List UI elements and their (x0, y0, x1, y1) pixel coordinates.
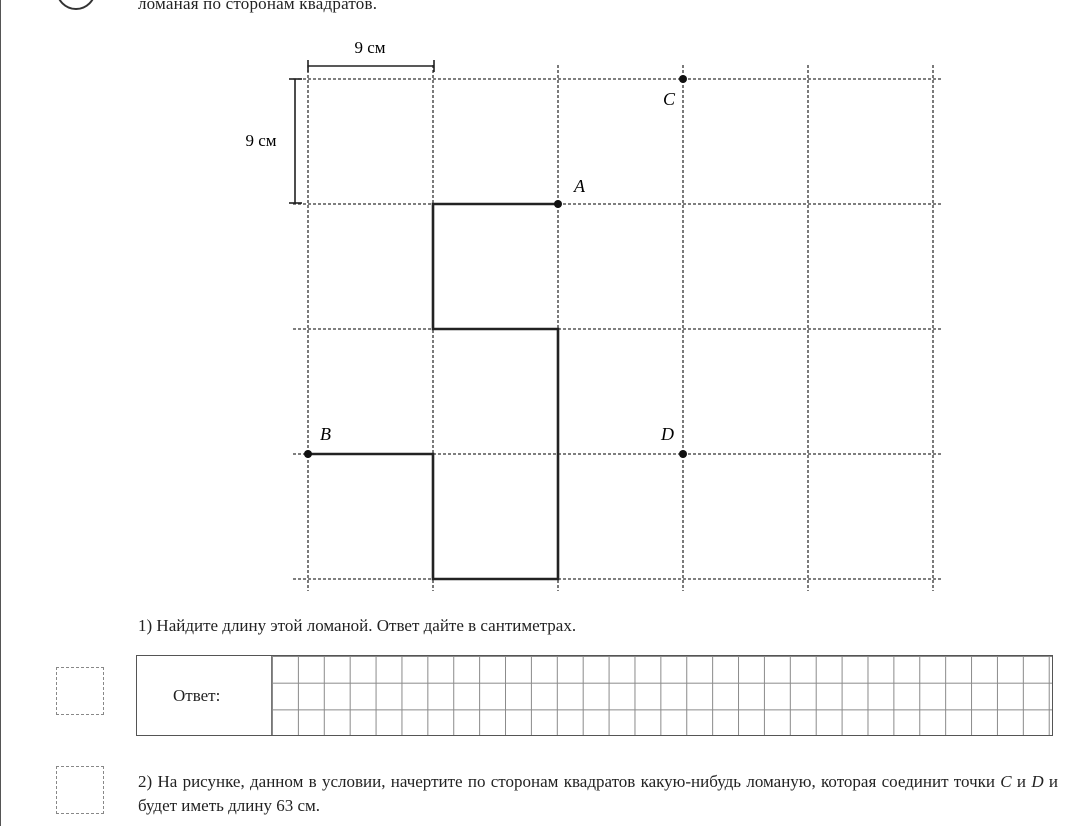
point-b (304, 450, 312, 458)
height-label: 9 см (245, 131, 277, 150)
question-1: 1) Найдите длину этой ломаной. Ответ дайте в сантиметрах. (138, 616, 577, 635)
height-dimension (245, 79, 302, 203)
question-2 (138, 770, 1058, 818)
point-a (554, 200, 562, 208)
score-box-1 (56, 667, 104, 715)
intro-text: ломаная по сторонам квадратов. (138, 0, 378, 13)
dashed-grid (293, 65, 941, 591)
width-dimension (308, 38, 434, 72)
answer-label: Ответ: (173, 686, 221, 705)
point-c-label: C (663, 89, 676, 109)
question-2-part1: 2) На рисунке, данном в условии, начертите по сторонам квадратов какую-нибудь ломаную, которая соединит точки (138, 772, 1001, 791)
point-a-label: A (574, 176, 585, 196)
point-d (679, 450, 687, 458)
answer-cells[interactable] (271, 656, 1052, 735)
question-2-and: и (1011, 772, 1032, 791)
points-layer (304, 75, 687, 458)
point-c (679, 75, 687, 83)
point-b-label: B (320, 424, 331, 444)
answer-box (136, 655, 1053, 736)
point-d-label: D (661, 424, 674, 444)
point-d-ref: D (1031, 772, 1044, 791)
width-label: 9 см (354, 38, 386, 57)
score-box-2 (56, 766, 104, 814)
question-2-part2: и будет иметь длину 63 см. (138, 772, 1058, 815)
point-c-ref: C (1000, 772, 1012, 791)
